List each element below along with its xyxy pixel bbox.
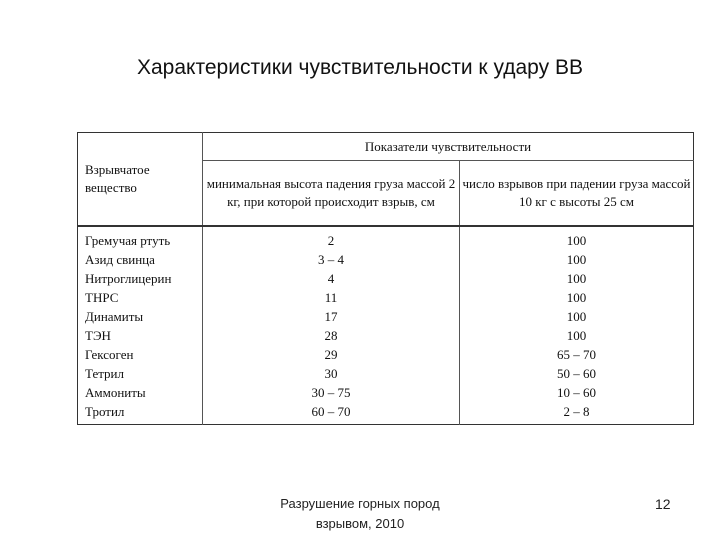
- substance-cell: Гексоген: [85, 347, 134, 362]
- min-height-cell: 60 – 70: [311, 404, 351, 419]
- min-height-cell: 29: [324, 347, 338, 362]
- substance-cell: Нитроглицерин: [85, 271, 172, 286]
- min-height-cell: 30 – 75: [311, 385, 351, 400]
- substance-cell: Аммониты: [85, 385, 146, 400]
- min-height-cell: 3 – 4: [318, 252, 344, 267]
- explosion-count-cell: 100: [566, 252, 587, 267]
- min-height-cell: 2: [327, 233, 335, 248]
- explosion-count-cell: 100: [566, 309, 587, 324]
- min-height-cell: 11: [324, 290, 338, 305]
- footer-line: взрывом, 2010: [315, 516, 405, 531]
- min-height-cell: 4: [327, 271, 335, 286]
- substance-cell: Тетрил: [85, 366, 124, 381]
- explosion-count-cell: 100: [566, 290, 587, 305]
- min-height-cell: 28: [324, 328, 338, 343]
- substance-cell: Гремучая ртуть: [85, 233, 171, 248]
- min-height-cell: 17: [324, 309, 338, 324]
- substance-cell: ТНРС: [85, 290, 119, 305]
- table-header-row: [78, 133, 694, 161]
- explosion-count-cell: 100: [566, 328, 587, 343]
- explosion-count-cell: 100: [566, 233, 587, 248]
- footer-caption: [240, 494, 480, 534]
- explosion-count-cell: 100: [566, 271, 587, 286]
- substance-cell: Азид свинца: [85, 252, 155, 267]
- min-height-cell: 30: [324, 366, 338, 381]
- min-height-values: [203, 226, 460, 425]
- footer-line: Разрушение горных пород: [280, 496, 440, 511]
- page-number: 12: [655, 496, 671, 512]
- min-height-column-header: минимальная высота падения груза массой 2 кг, при которой происходит взрыв, см: [203, 161, 460, 227]
- sensitivity-group-header: Показатели чувствительности: [203, 133, 694, 161]
- substance-cell: ТЭН: [85, 328, 111, 343]
- substance-cell: Динамиты: [85, 309, 144, 324]
- explosion-count-column-header: число взрывов при падении груза массой 10 кг с высоты 25 см: [460, 161, 694, 227]
- explosion-count-cell: 10 – 60: [557, 385, 596, 400]
- sensitivity-table: [77, 132, 694, 425]
- explosion-count-cell: 50 – 60: [557, 366, 596, 381]
- explosion-count-cell: 65 – 70: [557, 347, 596, 362]
- table-body-row: [78, 226, 694, 425]
- substance-column-header: Взрывчатое вещество: [78, 133, 203, 227]
- slide-title: Характеристики чувствительности к удару ВВ: [137, 56, 583, 79]
- explosion-count-cell: 2 – 8: [563, 404, 590, 419]
- explosion-count-values: [460, 226, 694, 425]
- substance-cell: Тротил: [85, 404, 125, 419]
- substance-list: [78, 226, 203, 425]
